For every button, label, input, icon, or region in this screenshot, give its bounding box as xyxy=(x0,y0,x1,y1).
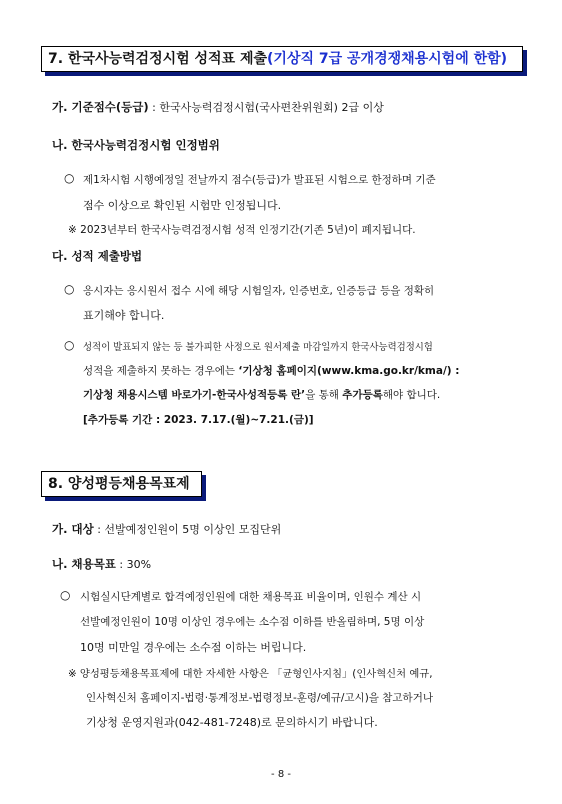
target-text: : 선발예정인원이 5명 이상인 모집단위 xyxy=(93,523,282,536)
recognition-range-item-line1: 제1차시험 시행예정일 전날까지 점수(등급)가 발표된 시험으로 한정하며 기준 xyxy=(83,174,436,186)
target-label: 가. 대상 xyxy=(52,522,94,536)
gender-equality-note-line1: ※ 양성평등채용목표제에 대한 자세한 사항은 「균형인사지침」(인사혁신처 예규, xyxy=(68,668,433,680)
bullet-icon: ○ xyxy=(64,282,75,296)
hiring-item-line2: 선발예정인원이 10명 이상인 경우에는 소수점 이하를 반올림하며, 5명 이상 xyxy=(80,616,425,628)
section-7-heading xyxy=(41,46,523,72)
recognition-range-note: ※ 2023년부터 한국사능력검정시험 성적 인정기간(기존 5년)이 폐지됩니다. xyxy=(68,224,416,236)
kma-homepage-link[interactable]: ‘기상청 홈페이지(www.kma.go.kr/kma/) : xyxy=(238,365,460,377)
submission-item2-line2-text: 성적을 제출하지 못하는 경우에는 xyxy=(83,365,239,377)
standard-score-label: 가. 기준점수(등급) xyxy=(52,100,149,114)
submission-item1-line1: 응시자는 응시원서 접수 시에 해당 시험일자, 인증번호, 인증등급 등을 정확히 xyxy=(83,285,435,297)
hiring-target-line xyxy=(52,556,151,572)
recruitment-system-path: 기상청 채용시스템 바로가기-한국사성적등록 란’ xyxy=(83,389,306,401)
submission-item2-line3-mid: 을 통해 xyxy=(305,389,343,401)
submission-method-heading: 다. 성적 제출방법 xyxy=(52,249,143,263)
bullet-icon: ○ xyxy=(60,588,71,602)
hiring-target-label: 나. 채용목표 xyxy=(52,557,116,571)
hiring-target-text: : 30% xyxy=(115,558,152,571)
submission-item2-line3-end: 해야 합니다. xyxy=(382,389,441,401)
section-7-title: 7. 한국사능력검정시험 성적표 제출 xyxy=(48,51,268,67)
hiring-item-line1: 시험실시단계별로 합격예정인원에 대한 채용목표 비율이며, 인원수 계산 시 xyxy=(80,591,422,603)
gender-equality-note-line2: 인사혁신처 홈페이지-법령·통계정보-법령정보-훈령/예규/고시)을 참고하거나 xyxy=(86,692,433,704)
hiring-item-line3: 10명 미만일 경우에는 소수점 이하는 버립니다. xyxy=(80,641,307,654)
bullet-icon: ○ xyxy=(64,171,75,185)
gender-equality-note-line3: 기상청 운영지원과(042-481-7248)로 문의하시기 바랍니다. xyxy=(86,716,378,729)
submission-item2-line3 xyxy=(83,387,440,402)
additional-registration-period: [추가등록 기간 : 2023. 7.17.(월)~7.21.(금)] xyxy=(83,414,314,426)
page-number: - 8 - xyxy=(271,769,291,780)
additional-registration-term: 추가등록 xyxy=(342,389,383,401)
recognition-range-heading: 나. 한국사능력검정시험 인정범위 xyxy=(52,138,220,152)
bullet-icon: ○ xyxy=(64,338,75,352)
standard-score-text: : 한국사능력검정시험(국사편찬위원회) 2급 이상 xyxy=(148,101,384,114)
section-8-title: 8. 양성평등채용목표제 xyxy=(48,476,190,492)
submission-item2-line2 xyxy=(83,363,459,378)
submission-item1-line2: 표기해야 합니다. xyxy=(83,309,165,322)
section-7-title-note: (기상직 7급 공개경쟁채용시험에 한함) xyxy=(267,51,508,67)
target-line xyxy=(52,521,281,537)
recognition-range-item-line2: 점수 이상으로 확인된 시험만 인정됩니다. xyxy=(83,199,282,212)
section-8-heading xyxy=(41,471,202,497)
standard-score-line xyxy=(52,99,384,115)
submission-item2-line1: 성적이 발표되지 않는 등 불가피한 사정으로 원서제출 마감일까지 한국사능력검정시험 xyxy=(83,342,433,353)
